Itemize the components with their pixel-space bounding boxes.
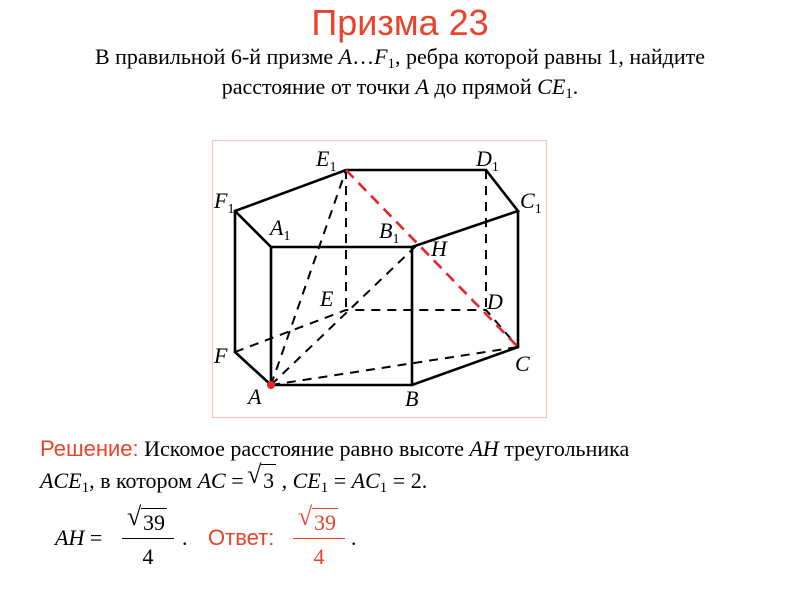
label-e: E xyxy=(320,286,334,311)
sqrt-value: 39 xyxy=(143,510,165,535)
label-b1: $B_1$ xyxy=(379,218,400,247)
solution-text-part: треугольника xyxy=(498,436,630,461)
solution-label: Решение: xyxy=(40,436,139,461)
label-f1: $F_1$ xyxy=(214,188,235,217)
var-ah: AH xyxy=(55,525,85,550)
solution-text-part: , в котором xyxy=(89,468,198,493)
var-ce: CE xyxy=(292,468,321,493)
var-ah: AH xyxy=(469,436,499,461)
problem-text: расстояние от точки xyxy=(221,74,416,99)
var-f: F xyxy=(374,44,388,69)
ellipsis: … xyxy=(352,44,375,69)
equals-sign: = xyxy=(89,525,103,550)
subscript: 1 xyxy=(81,480,90,496)
subscript: 1 xyxy=(565,86,573,102)
fraction xyxy=(122,508,174,571)
fraction-bar xyxy=(122,538,174,539)
var-ace: ACE xyxy=(40,468,82,493)
answer-fraction xyxy=(293,508,345,571)
solution-text-part: Искомое расстояние равно высоте xyxy=(138,436,470,461)
fraction-numerator xyxy=(122,508,174,536)
label-d1: $D_1$ xyxy=(476,146,499,175)
problem-text: В правильной 6-й призме xyxy=(94,44,339,69)
var-a: A xyxy=(338,44,353,69)
solution-text-part: , xyxy=(276,468,293,493)
page-title: Призма 23 xyxy=(311,2,489,43)
sqrt-expression xyxy=(141,508,167,537)
var-ac: AC xyxy=(351,468,380,493)
label-d: D xyxy=(487,289,503,314)
equals-sign: = xyxy=(225,468,250,493)
fraction-bar xyxy=(293,538,345,539)
label-f: F xyxy=(214,343,228,368)
var-a: A xyxy=(415,74,429,99)
label-e1: $E_1$ xyxy=(316,146,337,175)
problem-text: . xyxy=(572,74,579,99)
fraction-denominator: 4 xyxy=(313,544,325,569)
problem-text: до прямой xyxy=(428,74,538,99)
formula-lhs xyxy=(55,525,102,551)
var-ac: AC xyxy=(197,468,226,493)
var-ce: CE xyxy=(537,74,566,99)
label-a1: $A_1$ xyxy=(270,215,291,244)
subscript: 1 xyxy=(320,480,329,496)
sqrt-value: 39 xyxy=(314,510,336,535)
answer-label: Ответ: xyxy=(208,525,275,550)
sqrt-value: 3 xyxy=(263,468,275,493)
solution-text-part: = 2. xyxy=(387,468,428,493)
fraction-numerator xyxy=(293,508,345,536)
label-c: C xyxy=(515,351,530,376)
fraction-denominator: 4 xyxy=(142,544,154,569)
problem-text: , ребра которой равны 1, найдите xyxy=(395,44,706,69)
equals-sign: = xyxy=(328,468,352,493)
label-h: H xyxy=(431,236,447,261)
subscript: 1 xyxy=(387,56,396,72)
label-c1: $C_1$ xyxy=(520,188,542,217)
label-a: A xyxy=(248,384,262,409)
label-b: B xyxy=(405,386,419,411)
period: . xyxy=(351,525,357,550)
period: . xyxy=(182,525,188,550)
sqrt-expression xyxy=(312,508,338,537)
subscript: 1 xyxy=(379,480,388,496)
